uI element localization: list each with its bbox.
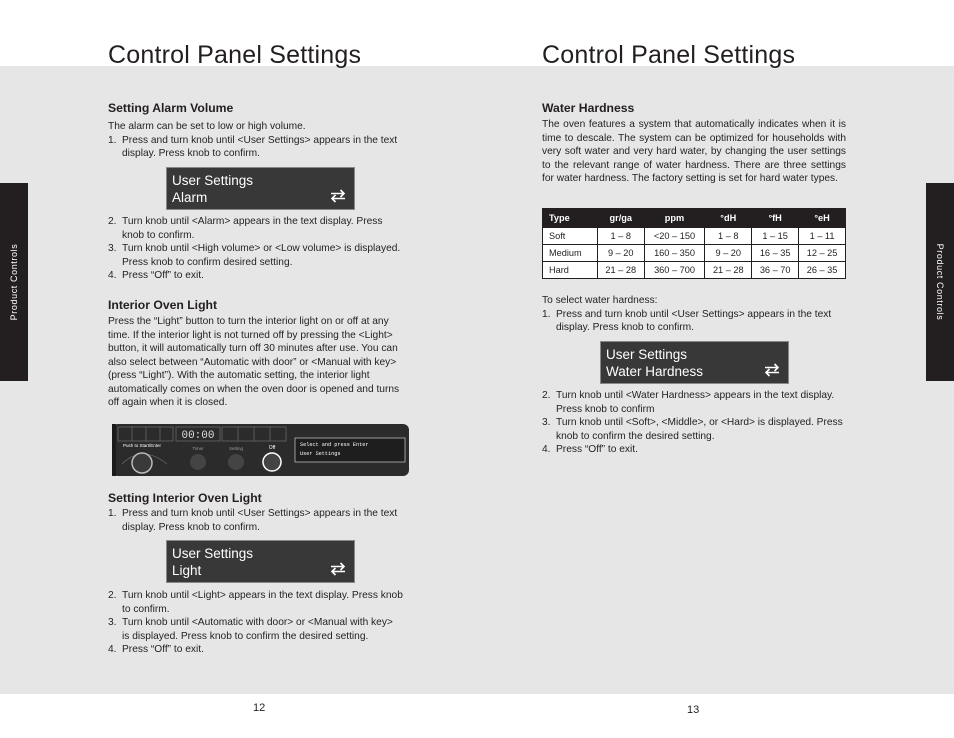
light-display <box>166 540 355 583</box>
table-cell: 26 – 35 <box>799 262 846 279</box>
panel-off: Off <box>268 445 276 451</box>
knob <box>132 453 152 473</box>
right-side-tab-label: Product Controls <box>935 243 945 321</box>
list-item: 3. Turn knob until <High volume> or <Low volume> is displayed. Press knob to confirm desired setting. <box>108 243 401 268</box>
display-line1: User Settings <box>172 546 254 561</box>
list-item: 3. Turn knob until <Automatic with door> or <Manual with key> is displayed. Press knob to confirm the desired setting. <box>108 617 393 642</box>
table-cell: 1 – 11 <box>799 228 846 245</box>
panel-push-label: Push to Start/Enter <box>122 443 162 448</box>
list-item: 1. Press and turn knob until <User Settings> appears in the text display. Press knob to confirm. <box>108 134 398 159</box>
list-item: 4. Press “Off” to exit. <box>108 644 204 655</box>
list-item: 1. Press and turn knob until <User Settings> appears in the text display. Press knob to confirm. <box>108 508 398 533</box>
display-line2: Water Hardness <box>606 364 704 379</box>
alarm-display <box>166 167 355 210</box>
left-side-tab-label: Product Controls <box>9 243 19 321</box>
table-header: °dH <box>705 209 752 228</box>
alarm-steps-b <box>108 215 403 283</box>
water-display <box>600 341 789 384</box>
list-item: 4. Press “Off” to exit. <box>542 444 638 455</box>
control-panel-illustration <box>112 424 409 476</box>
table-header: °eH <box>799 209 846 228</box>
list-item: 1. Press and turn knob until <User Settings> appears in the text display. Press knob to confirm. <box>542 308 832 333</box>
table-cell: Medium <box>543 245 598 262</box>
panel-line2: User Settings <box>300 451 341 457</box>
table-cell: 9 – 20 <box>597 245 644 262</box>
select-intro: To select water hardness: <box>542 295 658 306</box>
set-light-section <box>108 491 403 534</box>
water-section <box>542 101 846 186</box>
alarm-intro: The alarm can be set to low or high volume. <box>108 121 306 132</box>
alarm-section <box>108 101 403 161</box>
water-body: The oven features a system that automatically indicates when it is time to descale. The system can be optimized for households with very soft water and very hard water, by changing the user settings to the relevant range of water hardness. There are three settings for water hardness. The factory setting is set for hard water types. <box>542 119 846 184</box>
panel-line1: Select and press Enter <box>300 442 369 448</box>
off-knob <box>263 453 281 471</box>
right-page-number: 13 <box>687 704 700 716</box>
table-row <box>543 228 846 245</box>
light-section <box>108 298 403 410</box>
water-hardness-table <box>542 208 846 279</box>
table-cell: 21 – 28 <box>705 262 752 279</box>
swap-arrows-icon <box>330 562 346 576</box>
list-item: 2. Turn knob until <Water Hardness> appears in the text display. Press knob to confirm <box>542 390 835 415</box>
setting-knob <box>228 454 244 470</box>
swap-arrows-icon <box>330 189 346 203</box>
table-cell: Hard <box>543 262 598 279</box>
alarm-steps-a <box>108 134 403 161</box>
table-cell: 1 – 8 <box>705 228 752 245</box>
alarm-heading: Setting Alarm Volume <box>108 101 234 115</box>
table-header: ppm <box>644 209 705 228</box>
display-line2: Alarm <box>172 190 208 205</box>
table-header-row <box>543 209 846 228</box>
table-cell: <20 – 150 <box>644 228 705 245</box>
table-cell: 21 – 28 <box>597 262 644 279</box>
table-cell: 1 – 8 <box>597 228 644 245</box>
left-page-title: Control Panel Settings <box>108 41 362 69</box>
left-page-number: 12 <box>253 702 266 714</box>
display-line1: User Settings <box>172 173 254 188</box>
table-header: gr/ga <box>597 209 644 228</box>
table-cell: Soft <box>543 228 598 245</box>
table-cell: 360 – 700 <box>644 262 705 279</box>
list-item: 3. Turn knob until <Soft>, <Middle>, or <Hard> is displayed. Press knob to confirm the desired setting. <box>542 417 843 442</box>
left-side-tab <box>0 183 28 381</box>
light-body: Press the “Light” button to turn the interior light on or off at any time. If the interior light is not turned off by pressing the <Light> button, it will automatically turn off 30 minutes after use. You can also select between “Automatic with door” or <Manual with key> (press “Light”). With the automatic setting, the interior light automatically comes on when the oven door is opened and turns off again when it is closed. <box>108 316 400 408</box>
table-row <box>543 262 846 279</box>
set-light-heading: Setting Interior Oven Light <box>108 491 262 505</box>
right-page-title: Control Panel Settings <box>542 41 796 69</box>
table-header: Type <box>543 209 598 228</box>
list-item: 2. Turn knob until <Alarm> appears in the text display. Press knob to confirm. <box>108 216 383 241</box>
light-heading: Interior Oven Light <box>108 298 218 312</box>
table-cell: 1 – 15 <box>752 228 799 245</box>
panel-timer: Timer <box>192 446 204 451</box>
set-light-steps-b <box>108 589 403 657</box>
table-cell: 12 – 25 <box>799 245 846 262</box>
list-item: 2. Turn knob until <Light> appears in the text display. Press knob to confirm. <box>108 590 403 615</box>
table-cell: 160 – 350 <box>644 245 705 262</box>
panel-clock: 00:00 <box>181 430 215 442</box>
swap-arrows-icon <box>764 363 780 377</box>
water-steps-b <box>542 389 846 457</box>
display-line2: Light <box>172 563 202 578</box>
list-item: 4. Press “Off” to exit. <box>108 270 204 281</box>
right-side-tab <box>926 183 954 381</box>
table-header: °fH <box>752 209 799 228</box>
panel-setting: Setting <box>228 446 244 451</box>
table-cell: 36 – 70 <box>752 262 799 279</box>
table-cell: 16 – 35 <box>752 245 799 262</box>
select-water-section <box>542 294 846 335</box>
display-line1: User Settings <box>606 347 688 362</box>
timer-knob <box>190 454 206 470</box>
water-heading: Water Hardness <box>542 101 635 115</box>
table-cell: 9 – 20 <box>705 245 752 262</box>
table-row <box>543 245 846 262</box>
